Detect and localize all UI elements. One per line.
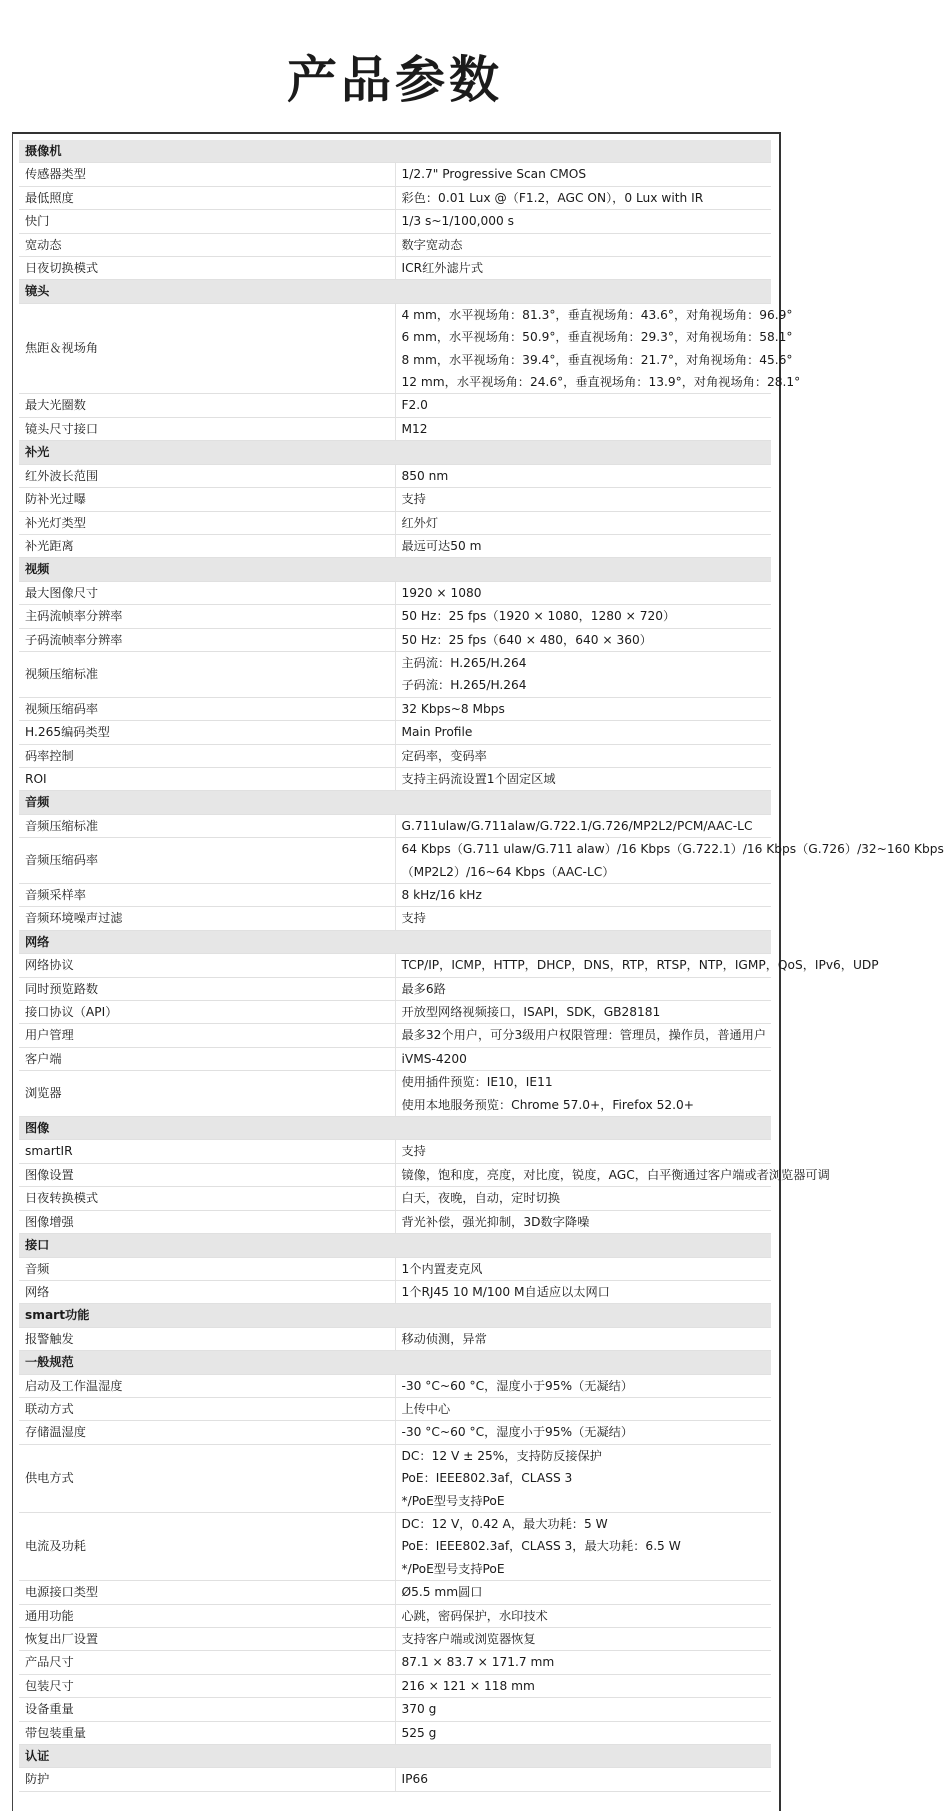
spec-row (19, 1047, 771, 1070)
spec-key: 恢复出厂设置 (19, 1628, 395, 1651)
section-header-row (19, 791, 771, 814)
spec-value-line: 数字宽动态 (401, 237, 463, 252)
spec-value (395, 1327, 771, 1350)
spec-value (395, 651, 771, 697)
spec-row (19, 1651, 771, 1674)
spec-value (395, 257, 771, 280)
section-title: 接口 (19, 1234, 771, 1257)
spec-value (395, 838, 944, 884)
spec-value (395, 1210, 771, 1233)
spec-key: 补光距离 (19, 534, 395, 557)
spec-value-line: DC：12 V ± 25%，支持防反接保护 (401, 1448, 602, 1463)
spec-row (19, 257, 771, 280)
spec-row (19, 1257, 771, 1280)
page-title: 产品参数 (287, 51, 503, 109)
spec-key: smartIR (19, 1140, 395, 1163)
spec-row (19, 1604, 771, 1627)
spec-key: 浏览器 (19, 1071, 395, 1117)
spec-value (395, 210, 771, 233)
spec-value-line: 1920 × 1080 (401, 585, 482, 600)
spec-key: 设备重量 (19, 1698, 395, 1721)
spec-value-line: 8 mm，水平视场角：39.4°，垂直视场角：21.7°，对角视场角：45.6° (401, 352, 793, 367)
section-header-row (19, 1234, 771, 1257)
section-header-row (19, 140, 771, 163)
spec-row (19, 1581, 771, 1604)
spec-value-line: 最多32个用户，可分3级用户权限管理：管理员，操作员，普通用户 (401, 1028, 767, 1043)
spec-key: 网络协议 (19, 954, 395, 977)
spec-row (19, 233, 771, 256)
spec-row (19, 605, 771, 628)
spec-row (19, 511, 771, 534)
spec-value-line: Main Profile (401, 725, 473, 740)
spec-row (19, 977, 771, 1000)
section-title: 镜头 (19, 280, 771, 303)
spec-value-line: 最多6路 (401, 981, 446, 996)
spec-key: 产品尺寸 (19, 1651, 395, 1674)
spec-value (395, 534, 771, 557)
spec-row (19, 651, 771, 697)
spec-value (395, 511, 771, 534)
spec-row (19, 1721, 771, 1744)
spec-key: 音频环境噪声过滤 (19, 907, 395, 930)
spec-row (19, 1024, 771, 1047)
spec-row (19, 488, 771, 511)
spec-row (19, 838, 771, 884)
spec-value (395, 464, 771, 487)
spec-value-line: 心跳，密码保护，水印技术 (401, 1608, 548, 1623)
spec-key: 补光灯类型 (19, 511, 395, 534)
spec-value (395, 977, 771, 1000)
spec-value-line: 4 mm，水平视场角：81.3°，垂直视场角：43.6°，对角视场角：96.9° (401, 307, 793, 322)
section-title: 摄像机 (19, 140, 771, 163)
spec-table-body (19, 140, 944, 1791)
spec-value-line: 支持主码流设置1个固定区域 (401, 771, 556, 786)
spec-value (395, 1071, 771, 1117)
spec-key: 主码流帧率分辨率 (19, 605, 395, 628)
spec-value-line: */PoE型号支持PoE (401, 1561, 505, 1576)
spec-key: 视频压缩标准 (19, 651, 395, 697)
spec-key: 快门 (19, 210, 395, 233)
spec-key: 用户管理 (19, 1024, 395, 1047)
section-title: smart功能 (19, 1304, 771, 1327)
spec-key: 供电方式 (19, 1444, 395, 1512)
spec-key: ROI (19, 767, 395, 790)
spec-row (19, 1397, 771, 1420)
spec-value-line: 1个内置麦克风 (401, 1261, 483, 1276)
spec-value-line: 216 × 121 × 118 mm (401, 1678, 535, 1693)
spec-key: 最大光圈数 (19, 394, 395, 417)
spec-value (395, 1581, 771, 1604)
spec-value (395, 697, 771, 720)
spec-value (395, 488, 771, 511)
section-header-row (19, 930, 771, 953)
spec-value-line: 移动侦测，异常 (401, 1331, 487, 1346)
spec-key: 日夜转换模式 (19, 1187, 395, 1210)
spec-value-line: DC：12 V，0.42 A，最大功耗：5 W (401, 1516, 608, 1531)
spec-value-line: 使用插件预览：IE10，IE11 (401, 1075, 553, 1090)
spec-value-line: 定码率，变码率 (401, 748, 487, 763)
spec-value (395, 721, 771, 744)
spec-row (19, 954, 771, 977)
spec-value (395, 744, 771, 767)
spec-row (19, 1210, 771, 1233)
section-header-row (19, 558, 771, 581)
spec-value (395, 814, 771, 837)
spec-key: 联动方式 (19, 1397, 395, 1420)
spec-key: 传感器类型 (19, 163, 395, 186)
spec-value (395, 233, 771, 256)
spec-row (19, 1628, 771, 1651)
spec-value-line: 50 Hz：25 fps（1920 × 1080，1280 × 720） (401, 609, 676, 624)
spec-value-line: 彩色：0.01 Lux @（F1.2，AGC ON），0 Lux with IR (401, 190, 704, 205)
spec-row (19, 464, 771, 487)
spec-row (19, 1512, 771, 1580)
spec-row (19, 1071, 771, 1117)
spec-value-line: 开放型网络视频接口，ISAPI，SDK，GB28181 (401, 1005, 661, 1020)
spec-value (395, 1768, 771, 1791)
spec-value (395, 1421, 771, 1444)
spec-value-line: iVMS-4200 (401, 1051, 467, 1066)
spec-value-line: G.711ulaw/G.711alaw/G.722.1/G.726/MP2L2/PCM/AAC-LC (401, 818, 753, 833)
section-header-row (19, 1351, 771, 1374)
spec-value-line: 背光补偿，强光抑制，3D数字降噪 (401, 1214, 590, 1229)
spec-key: 音频 (19, 1257, 395, 1280)
spec-row (19, 581, 771, 604)
spec-row (19, 303, 771, 394)
spec-value (395, 1674, 771, 1697)
spec-value-line: -30 °C~60 °C，湿度小于95%（无凝结） (401, 1378, 634, 1393)
spec-value (395, 1163, 830, 1186)
spec-key: 电流及功耗 (19, 1512, 395, 1580)
spec-value-line: 8 kHz/16 kHz (401, 888, 482, 902)
spec-value (395, 1628, 771, 1651)
spec-key: 码率控制 (19, 744, 395, 767)
spec-row (19, 1674, 771, 1697)
spec-key: 视频压缩码率 (19, 697, 395, 720)
spec-value-line: 370 g (401, 1702, 437, 1717)
spec-row (19, 186, 771, 209)
spec-value-line: Ø5.5 mm圆口 (401, 1585, 483, 1600)
spec-value-line: 支持 (401, 1144, 426, 1159)
spec-value (395, 628, 771, 651)
spec-value (395, 1512, 771, 1580)
spec-key: 包装尺寸 (19, 1674, 395, 1697)
spec-key: 最低照度 (19, 186, 395, 209)
spec-value-line: 最远可达50 m (401, 538, 482, 553)
spec-value (395, 417, 771, 440)
spec-row (19, 721, 771, 744)
spec-key: H.265编码类型 (19, 721, 395, 744)
spec-row (19, 628, 771, 651)
spec-row (19, 767, 771, 790)
spec-value (395, 1257, 771, 1280)
spec-key: 防补光过曝 (19, 488, 395, 511)
spec-key: 同时预览路数 (19, 977, 395, 1000)
spec-value (395, 1374, 771, 1397)
spec-value-line: 红外灯 (401, 515, 439, 530)
section-title: 一般规范 (19, 1351, 771, 1374)
spec-value-line: （MP2L2）/16~64 Kbps（AAC-LC） (401, 864, 615, 879)
spec-value-line: ICR红外滤片式 (401, 261, 484, 276)
spec-value-line: 上传中心 (401, 1401, 451, 1416)
spec-row (19, 697, 771, 720)
spec-value-line: 50 Hz：25 fps（640 × 480，640 × 360） (401, 632, 652, 647)
spec-row (19, 1140, 771, 1163)
spec-row (19, 1163, 771, 1186)
section-title: 补光 (19, 441, 771, 464)
spec-row (19, 1698, 771, 1721)
spec-value (395, 954, 879, 977)
spec-value-line: 64 Kbps（G.711 ulaw/G.711 alaw）/16 Kbps（G.722.1）/16 Kbps（G.726）/32~160 Kbps (401, 842, 944, 857)
spec-row (19, 744, 771, 767)
spec-row (19, 163, 771, 186)
spec-row (19, 210, 771, 233)
spec-value-line: -30 °C~60 °C，湿度小于95%（无凝结） (401, 1425, 634, 1440)
spec-value-line: 32 Kbps~8 Mbps (401, 701, 505, 716)
spec-value-line: PoE：IEEE802.3af，CLASS 3 (401, 1471, 573, 1486)
spec-value-line: 1/2.7" Progressive Scan CMOS (401, 167, 587, 182)
spec-value (395, 303, 801, 394)
spec-value (395, 1047, 771, 1070)
section-header-row (19, 280, 771, 303)
spec-value-line: 6 mm，水平视场角：50.9°，垂直视场角：29.3°，对角视场角：58.1° (401, 330, 793, 345)
spec-value-line: 白天，夜晚，自动，定时切换 (401, 1191, 560, 1206)
spec-value-line: TCP/IP，ICMP，HTTP，DHCP，DNS，RTP，RTSP，NTP，IGMP，QoS，IPv6，UDP (401, 958, 879, 973)
spec-value (395, 1721, 771, 1744)
spec-value-line: M12 (401, 421, 428, 436)
spec-row (19, 1768, 771, 1791)
spec-row (19, 1001, 771, 1024)
spec-key: 音频采样率 (19, 884, 395, 907)
spec-value (395, 605, 771, 628)
spec-value (395, 1187, 771, 1210)
spec-value-line: 子码流：H.265/H.264 (401, 678, 527, 693)
spec-row (19, 1327, 771, 1350)
spec-key: 网络 (19, 1280, 395, 1303)
spec-key: 防护 (19, 1768, 395, 1791)
spec-value (395, 907, 771, 930)
spec-value-line: 87.1 × 83.7 × 171.7 mm (401, 1655, 555, 1670)
spec-key: 日夜切换模式 (19, 257, 395, 280)
spec-value (395, 581, 771, 604)
spec-value (395, 1604, 771, 1627)
spec-value-line: F2.0 (401, 398, 428, 413)
spec-row (19, 814, 771, 837)
spec-value (395, 1001, 771, 1024)
spec-value (395, 1397, 771, 1420)
spec-row (19, 394, 771, 417)
spec-value (395, 1280, 771, 1303)
section-title: 音频 (19, 791, 771, 814)
spec-row (19, 1187, 771, 1210)
spec-row (19, 884, 771, 907)
spec-key: 红外波长范围 (19, 464, 395, 487)
section-header-row (19, 1745, 771, 1768)
spec-value-line: 1/3 s~1/100,000 s (401, 214, 515, 229)
spec-value-line: 850 nm (401, 468, 449, 483)
spec-value-line: 使用本地服务预览：Chrome 57.0+，Firefox 52.0+ (401, 1097, 694, 1112)
spec-key: 存储温湿度 (19, 1421, 395, 1444)
spec-value-line: 525 g (401, 1725, 437, 1740)
spec-key: 焦距＆视场角 (19, 303, 395, 394)
spec-value-line: IP66 (401, 1772, 428, 1787)
section-title: 认证 (19, 1745, 771, 1768)
spec-value (395, 884, 771, 907)
section-header-row (19, 1117, 771, 1140)
spec-row (19, 907, 771, 930)
spec-value (395, 1140, 771, 1163)
spec-value-line: 镜像，饱和度，亮度，对比度，锐度，AGC，白平衡通过客户端或者浏览器可调 (401, 1167, 830, 1182)
spec-key: 图像增强 (19, 1210, 395, 1233)
spec-row (19, 1280, 771, 1303)
section-header-row (19, 1304, 771, 1327)
spec-table (19, 140, 944, 1792)
spec-key: 带包装重量 (19, 1721, 395, 1744)
spec-value-line: 支持客户端或浏览器恢复 (401, 1632, 536, 1646)
section-title: 图像 (19, 1117, 771, 1140)
spec-value (395, 1444, 771, 1512)
spec-value-line: 支持 (401, 911, 426, 926)
spec-key: 启动及工作温湿度 (19, 1374, 395, 1397)
spec-key: 音频压缩标准 (19, 814, 395, 837)
spec-value-line: PoE：IEEE802.3af，CLASS 3，最大功耗：6.5 W (401, 1539, 681, 1554)
spec-value (395, 163, 771, 186)
spec-row (19, 417, 771, 440)
spec-value (395, 1698, 771, 1721)
spec-row (19, 1421, 771, 1444)
spec-key: 客户端 (19, 1047, 395, 1070)
spec-key: 通用功能 (19, 1604, 395, 1627)
spec-value-line: 1个RJ45 10 M/100 M自适应以太网口 (401, 1284, 610, 1299)
spec-value (395, 1024, 771, 1047)
section-header-row (19, 441, 771, 464)
spec-key: 图像设置 (19, 1163, 395, 1186)
spec-key: 音频压缩码率 (19, 838, 395, 884)
spec-value (395, 394, 771, 417)
spec-key: 报警触发 (19, 1327, 395, 1350)
spec-key: 最大图像尺寸 (19, 581, 395, 604)
spec-value-line: 主码流：H.265/H.264 (401, 655, 527, 670)
spec-value-line: 12 mm，水平视场角：24.6°，垂直视场角：13.9°，对角视场角：28.1° (401, 375, 801, 390)
spec-key: 电源接口类型 (19, 1581, 395, 1604)
spec-key: 宽动态 (19, 233, 395, 256)
spec-key: 子码流帧率分辨率 (19, 628, 395, 651)
section-title: 视频 (19, 558, 771, 581)
spec-value (395, 767, 771, 790)
spec-row (19, 534, 771, 557)
spec-value (395, 1651, 771, 1674)
spec-value-line: 支持 (401, 492, 426, 507)
spec-value (395, 186, 771, 209)
spec-value-line: */PoE型号支持PoE (401, 1493, 505, 1508)
section-title: 网络 (19, 930, 771, 953)
spec-key: 镜头尺寸接口 (19, 417, 395, 440)
spec-key: 接口协议（API） (19, 1001, 395, 1024)
spec-row (19, 1374, 771, 1397)
spec-row (19, 1444, 771, 1512)
